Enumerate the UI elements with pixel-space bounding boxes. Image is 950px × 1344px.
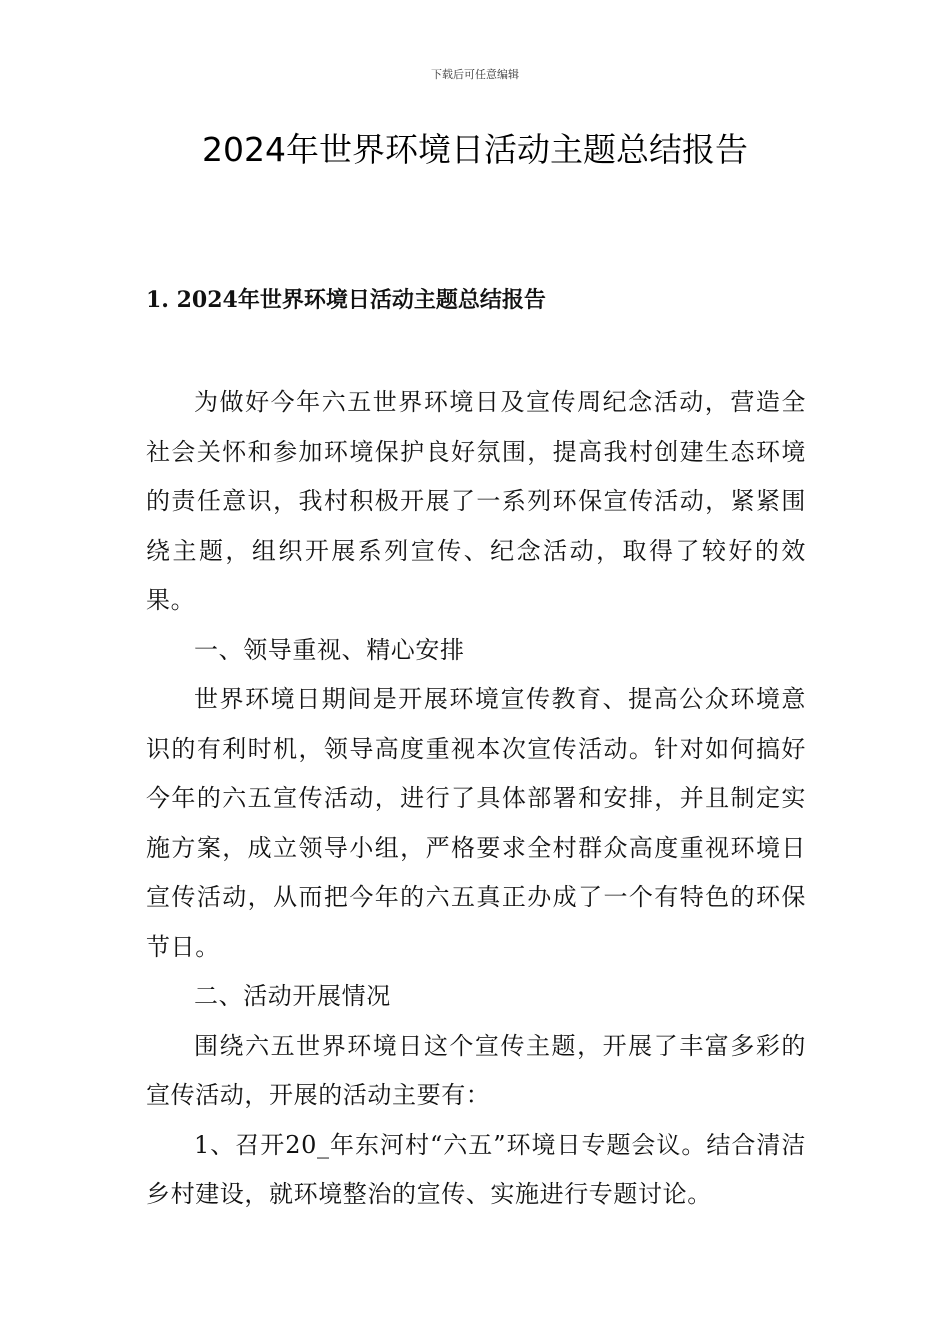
header-note: 下载后可任意编辑: [431, 68, 519, 81]
subheading-activities: 二、活动开展情况: [194, 982, 391, 1010]
document-title: 2024年世界环境日活动主题总结报告: [202, 130, 748, 169]
paragraph-activities: 围绕六五世界环境日这个宣传主题，开展了丰富多彩的宣传活动，开展的活动主要有：: [146, 1031, 806, 1109]
paragraph-intro: 为做好今年六五世界环境日及宣传周纪念活动，营造全社会关怀和参加环境保护良好氛围，提高我村创建生态环境的责任意识，我村积极开展了一系列环保宣传活动，紧紧围绕主题，组织开展系列宣传、纪念活动，取得了较好的效果。: [146, 388, 806, 614]
section-heading: 1. 2024年世界环境日活动主题总结报告: [146, 287, 546, 313]
paragraph-leadership: 世界环境日期间是开展环境宣传教育、提高公众环境意识的有利时机，领导高度重视本次宣传活动。针对如何搞好今年的六五宣传活动，进行了具体部署和安排，并且制定实施方案，成立领导小组，严格要求全村群众高度重视环境日宣传活动，从而把今年的六五真正办成了一个有特色的环保节日。: [146, 685, 806, 961]
document-body: [146, 378, 806, 1220]
list-item-meeting: 1、召开20_年东河村“六五”环境日专题会议。结合清洁乡村建设，就环境整治的宣传、实施进行专题讨论。: [146, 1130, 806, 1208]
subheading-leadership: 一、领导重视、精心安排: [194, 635, 465, 664]
